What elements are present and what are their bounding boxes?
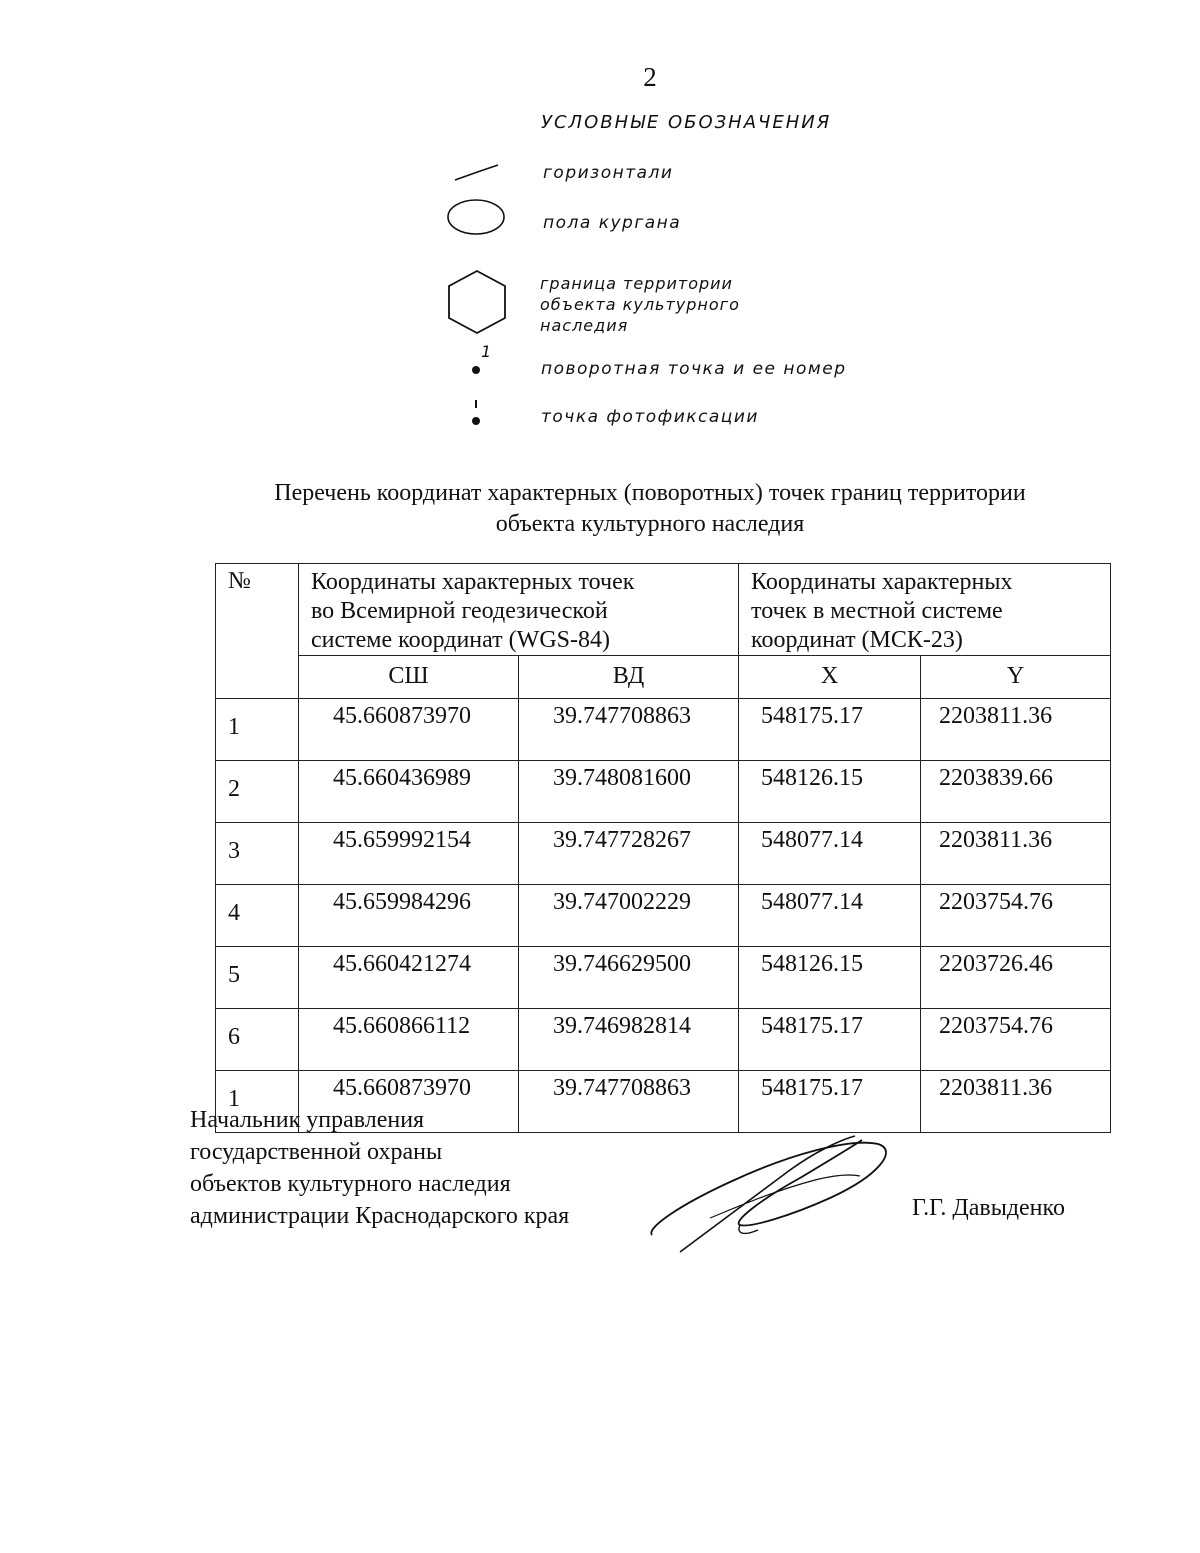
cell-x: 548077.14 [739,823,921,885]
signer-name: Г.Г. Давыденко [912,1195,1065,1221]
table-row [216,761,1111,823]
cell-lon: 39.747002229 [519,885,739,947]
cell-y: 2203754.76 [921,885,1111,947]
cell-y: 2203754.76 [921,1009,1111,1071]
cell-x: 548126.15 [739,761,921,823]
header-wgs84-line-2: во Всемирной геодезической [311,598,608,624]
header-wgs84-line-1: Координаты характерных точек [311,569,635,595]
header-msk23-line-2: точек в местной системе [751,598,1003,624]
cell-lon: 39.747708863 [519,1071,739,1133]
legend-boundary-line-1: граница территории [540,274,733,293]
cell-num: 1 [216,699,299,761]
cell-lon: 39.747728267 [519,823,739,885]
cell-y: 2203726.46 [921,947,1111,1009]
header-msk23 [739,564,1111,656]
ellipse-icon [444,194,508,240]
legend-boundary-label [540,273,740,336]
cell-y: 2203811.36 [921,699,1111,761]
cell-lon: 39.746982814 [519,1009,739,1071]
cell-x: 548175.17 [739,699,921,761]
table-header-row [216,564,1111,656]
cell-y: 2203811.36 [921,823,1111,885]
cell-lat: 45.660873970 [299,1071,519,1133]
signer-title [190,1104,569,1232]
table-row [216,699,1111,761]
signer-title-line-3: объектов культурного наследия [190,1171,511,1197]
contour-line-icon [452,162,502,184]
cell-lon: 39.746629500 [519,947,739,1009]
signature-image [640,1130,900,1260]
list-heading [150,478,1150,540]
subheader-y: Y [921,656,1111,699]
cell-x: 548175.17 [739,1009,921,1071]
cell-y: 2203811.36 [921,1071,1111,1133]
table-row [216,823,1111,885]
legend-turn-label: поворотная точка и ее номер [541,359,847,379]
cell-num: 5 [216,947,299,1009]
signer-title-line-2: государственной охраны [190,1139,443,1165]
legend-title: УСЛОВНЫЕ ОБОЗНАЧЕНИЯ [541,112,832,133]
cell-num: 3 [216,823,299,885]
photo-point-icon [468,398,484,430]
legend-boundary-line-3: наследия [540,316,629,335]
cell-lon: 39.747708863 [519,699,739,761]
header-wgs84-line-3: системе координат (WGS-84) [311,627,610,653]
table-row [216,1009,1111,1071]
list-heading-line-1: Перечень координат характерных (поворотных) точек границ территории [274,480,1026,506]
cell-num: 4 [216,885,299,947]
coordinates-table [215,563,1111,1133]
cell-num: 6 [216,1009,299,1071]
cell-lon: 39.748081600 [519,761,739,823]
cell-y: 2203839.66 [921,761,1111,823]
subheader-lat: СШ [299,656,519,699]
cell-lat: 45.660421274 [299,947,519,1009]
header-msk23-line-1: Координаты характерных [751,569,1013,595]
signer-title-line-1: Начальник управления [190,1107,425,1133]
cell-lat: 45.659984296 [299,885,519,947]
turn-point-icon [468,362,484,378]
subheader-lon: ВД [519,656,739,699]
cell-lat: 45.660866112 [299,1009,519,1071]
cell-x: 548175.17 [739,1071,921,1133]
cell-x: 548077.14 [739,885,921,947]
table-row [216,947,1111,1009]
legend-mound-label: пола кургана [543,213,682,233]
cell-lat: 45.659992154 [299,823,519,885]
header-wgs84 [299,564,739,656]
cell-num: 2 [216,761,299,823]
legend-photo-label: точка фотофиксации [541,407,759,427]
legend-turn-number: 1 [481,342,492,361]
subheader-x: X [739,656,921,699]
hexagon-icon [442,268,512,338]
table-subheader-row [216,656,1111,699]
signer-title-line-4: администрации Краснодарского края [190,1203,570,1229]
cell-lat: 45.660873970 [299,699,519,761]
legend-contour-label: горизонтали [543,163,674,183]
cell-lat: 45.660436989 [299,761,519,823]
table-row [216,885,1111,947]
cell-num: 1 [216,1071,299,1133]
header-msk23-line-3: координат (МСК-23) [751,627,963,653]
cell-x: 548126.15 [739,947,921,1009]
list-heading-line-2: объекта культурного наследия [495,511,805,537]
page-number: 2 [643,62,657,92]
legend-boundary-line-2: объекта культурного [540,295,740,314]
header-number: № [216,564,299,699]
